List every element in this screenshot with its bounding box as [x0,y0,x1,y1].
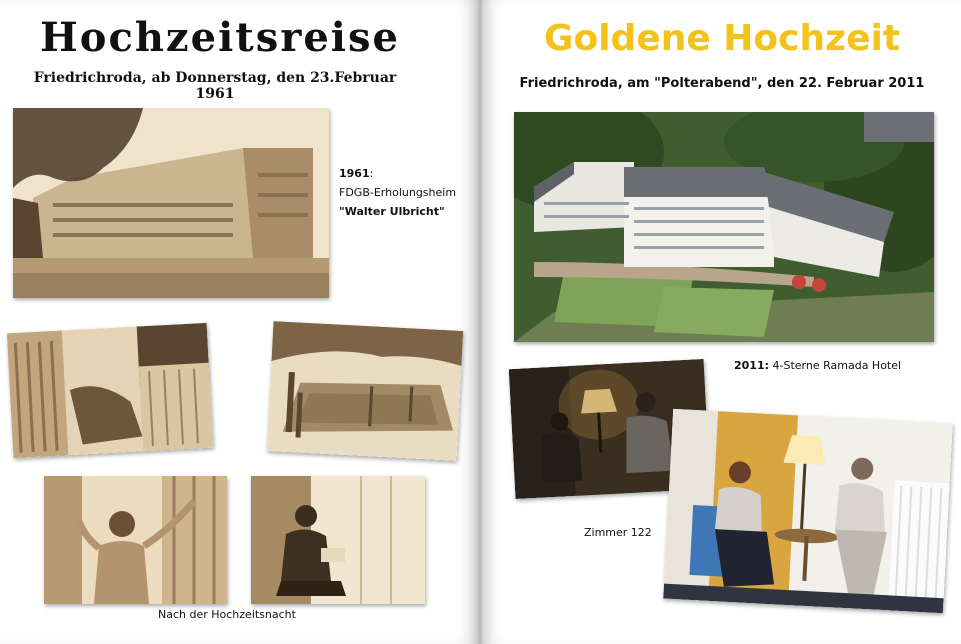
room-number-caption: Zimmer 122 [584,526,652,539]
man-reading-photo [251,476,425,604]
right-page-title: Goldene Hochzeit [543,18,901,59]
right-page-subtitle: Friedrichroda, am "Polterabend", den 22. Februar 2011 [519,76,925,91]
room-bright-photo [663,409,953,613]
wedding-night-caption: Nach der Hochzeitsnacht [158,608,296,621]
right-page [482,0,961,644]
hotel-2011-caption [734,359,954,372]
park-photo [267,321,464,461]
hotel-1961-name: FDGB-Erholungsheim [339,186,457,199]
hotel-1961-colon: : [369,167,374,180]
hotel-2011-name: 4-Sterne Ramada Hotel [772,359,902,372]
hotel-1961-photo [13,108,329,298]
hotel-1961-year: 1961 [339,167,370,180]
hotel-2011-year: 2011: [734,359,770,372]
balcony-photo [7,323,213,458]
left-page [0,0,478,644]
hotel-1961-caption [339,164,469,221]
left-page-title: Hochzeitsreise [40,14,400,61]
woman-window-photo [44,476,227,604]
hotel-2011-aerial-photo [514,112,934,342]
hotel-1961-namesake: "Walter Ulbricht" [339,205,445,218]
left-page-subtitle: Friedrichroda, ab Donnerstag, den 23.Februar 1961 [33,70,397,102]
